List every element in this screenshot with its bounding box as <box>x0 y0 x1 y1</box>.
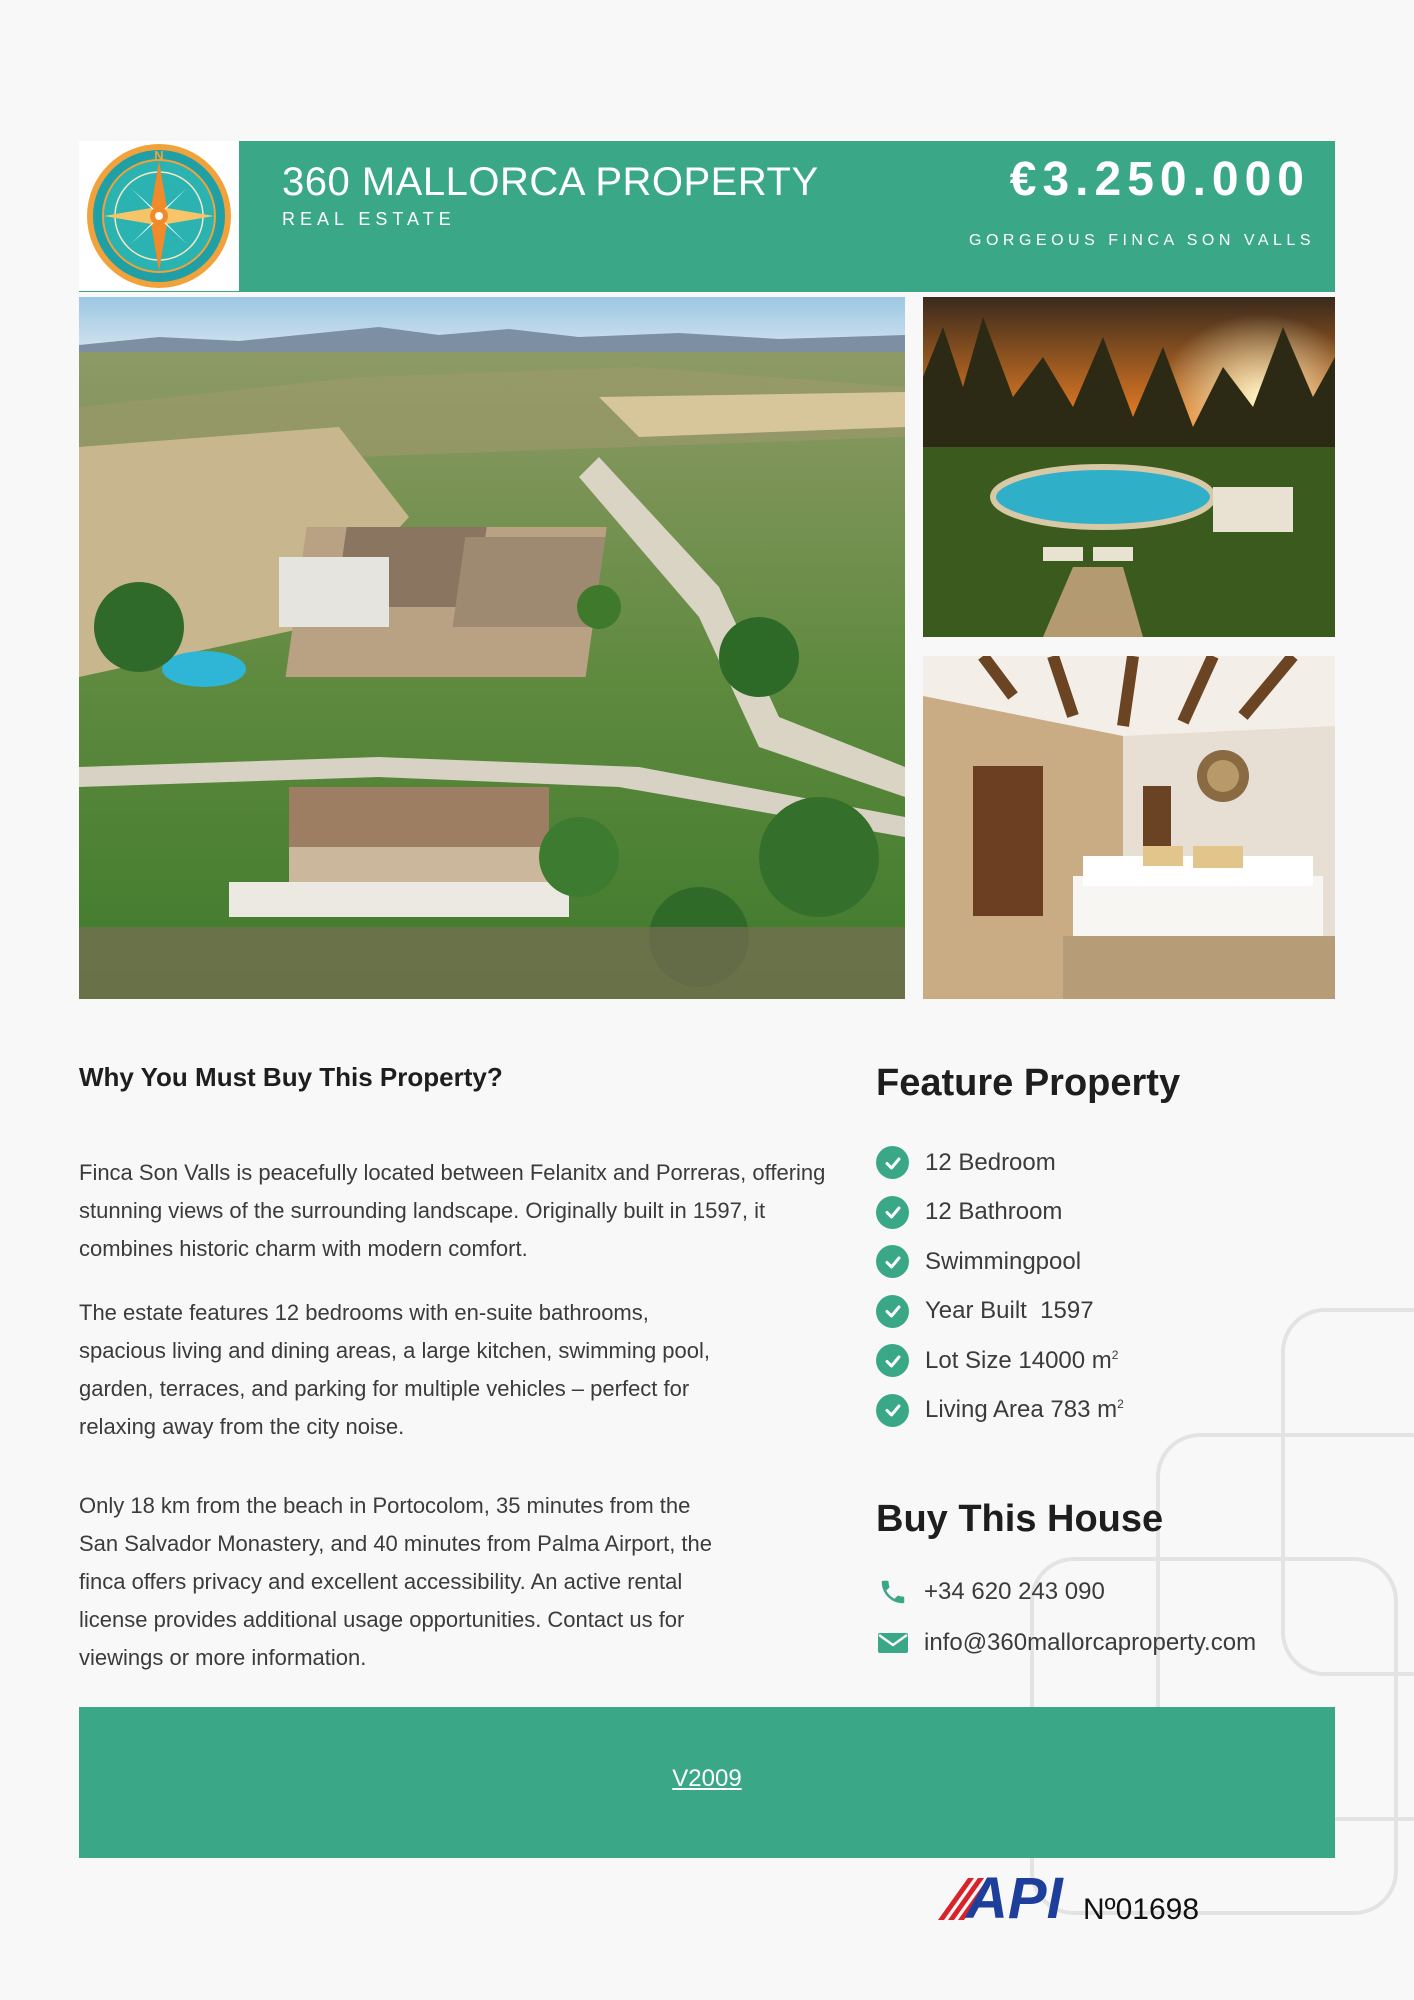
feature-item <box>876 1188 1124 1238</box>
description-paragraph: The estate features 12 bedrooms with en-suite bathrooms, spacious living and dining areas, a large kitchen, swimming pool, garden, terraces, and parking for multiple vehicles – perfect for relaxing away from the city noise. <box>79 1300 711 1439</box>
bedroom-photo[interactable] <box>923 656 1335 999</box>
check-circle-icon <box>876 1146 909 1179</box>
check-circle-icon <box>876 1295 909 1328</box>
feature-label: 12 Bedroom <box>925 1148 1056 1176</box>
aerial-finca-photo[interactable] <box>79 297 905 999</box>
features-list <box>876 1138 1124 1435</box>
feature-label: Swimmingpool <box>925 1247 1082 1275</box>
description-paragraph: Only 18 km from the beach in Portocolom, 35 minutes from the San Salvador Monastery, and 40 minutes from Palma Airport, the finca offers privacy and excellent accessibility. An active rental license provides additional usage opportunities. Contact us for viewings or more information. <box>79 1493 713 1670</box>
feature-label: Living Area 783 $m^2$ <box>925 1396 1124 1424</box>
feature-item <box>876 1287 1124 1337</box>
contact-heading: Buy This House <box>876 1498 1164 1540</box>
reference-link[interactable]: V2009 <box>672 1765 742 1792</box>
check-circle-icon <box>876 1196 909 1229</box>
mail-icon <box>876 1628 910 1658</box>
email-contact[interactable] <box>876 1628 1256 1658</box>
property-name: GORGEOUS FINCA SON VALLS <box>969 232 1315 249</box>
features-heading: Feature Property <box>876 1062 1181 1104</box>
brand-logo[interactable] <box>79 141 239 291</box>
brand-subtitle: REAL ESTATE <box>282 209 456 229</box>
check-circle-icon <box>876 1245 909 1278</box>
api-logo <box>938 1868 1078 1924</box>
api-registration-number: Nº01698 <box>1083 1893 1200 1926</box>
phone-number[interactable]: +34 620 243 090 <box>924 1578 1105 1605</box>
phone-contact[interactable] <box>876 1577 1105 1607</box>
phone-icon <box>876 1577 910 1607</box>
email-address[interactable]: info@360mallorcaproperty.com <box>924 1629 1257 1656</box>
unit-superscript: 2 <box>1117 1397 1124 1412</box>
unit-superscript: 2 <box>1111 1347 1119 1362</box>
feature-item <box>876 1237 1124 1287</box>
pool-sunset-photo[interactable] <box>923 297 1335 637</box>
feature-item <box>876 1386 1124 1436</box>
compass-rose-icon <box>79 141 239 291</box>
feature-label: Year Built 1597 <box>925 1297 1094 1325</box>
feature-label: Lot Size 14000 $m^2$ <box>925 1346 1119 1374</box>
property-price: €3.250.000 <box>1009 153 1310 206</box>
description-heading: Why You Must Buy This Property? <box>79 1062 503 1092</box>
feature-item <box>876 1138 1124 1188</box>
check-circle-icon <box>876 1344 909 1377</box>
check-circle-icon <box>876 1394 909 1427</box>
feature-item <box>876 1336 1124 1386</box>
description-paragraph: Finca Son Valls is peacefully located between Felanitx and Porreras, offering stunning views of the surrounding landscape. Originally built in 1597, it combines historic charm with modern comfort. <box>79 1160 826 1261</box>
brand-title: 360 MALLORCA PROPERTY <box>282 160 819 204</box>
feature-label: 12 Bathroom <box>925 1198 1063 1226</box>
svg-text:API: API <box>966 1868 1063 1924</box>
svg-text:N: N <box>154 148 164 163</box>
